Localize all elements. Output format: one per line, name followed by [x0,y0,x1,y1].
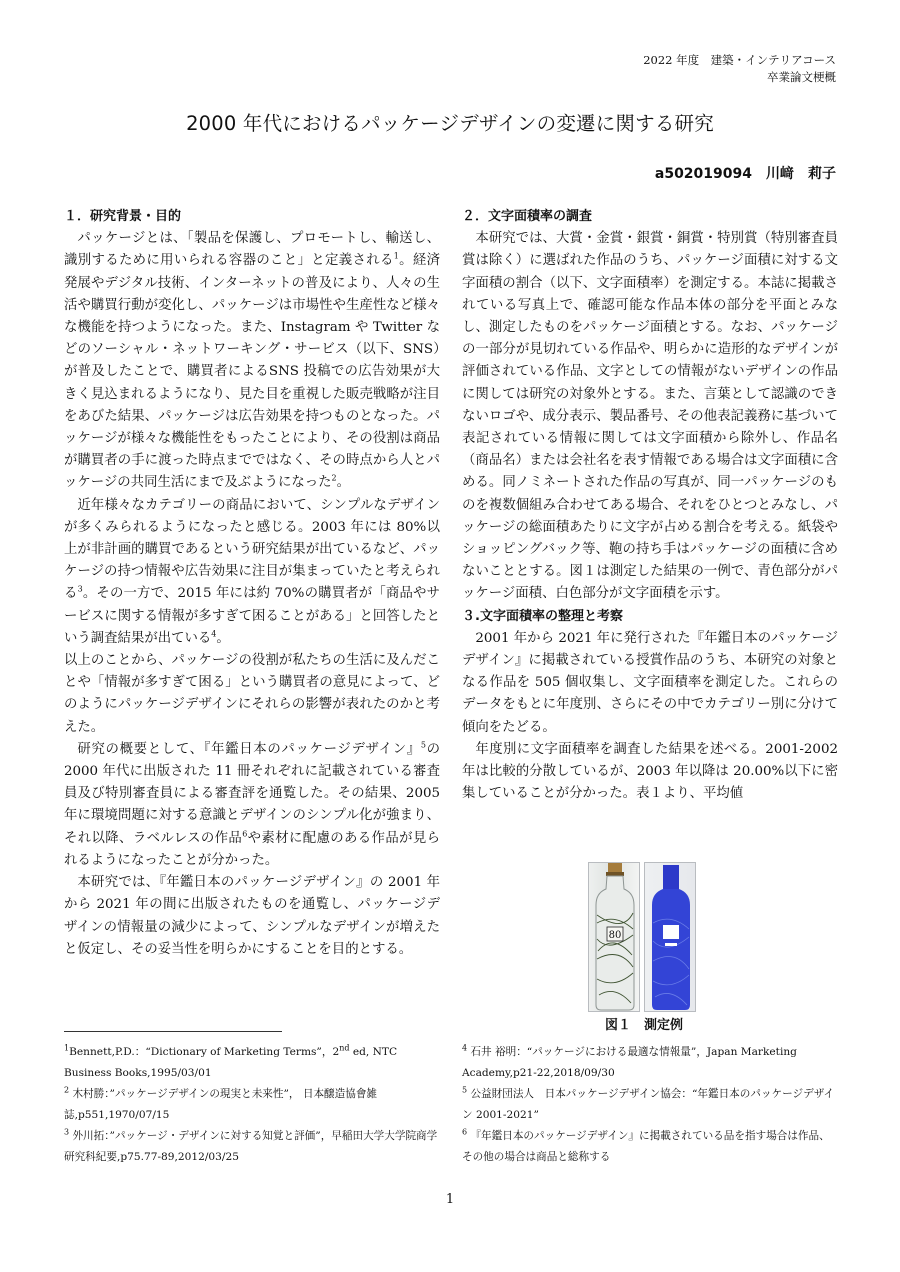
footnotes-left [64,1042,440,1168]
footnote-2: $^2$ 木村勝：”パッケージデザインの現実と未来性”， 日本醸造協會雑誌,p551,1970/07/15 [64,1085,378,1121]
section1-paragraph-1: パッケージとは、「製品を保護し、プロモートし、輸送し、識別するために用いられる容器のこと」と定義される$^1$。経済発展やデジタル技術、インターネットの普及により、人々の生活や購買行動が変化し、パッケージは市場性や生産性など様々な機能を持つようになった。また、Instagram や Twitter などのソーシャル・ネットワーキング・サービス（以下、SNS）が普及したことで、購買者によるSNS 投稿での広告効果が大きく見込まれるようになり、見た目を重視した販売戦略が注目をあびた結果、パッケージは広告効果を持つものとなった。パッケージが様々な機能性をもったことにより、その役割は商品が購買者の手に渡った時点までではなく、その時点から人とパッケージの共同生活にまで及ぶようになった$^2$。 [64,231,441,491]
bottle-original-illustration [589,863,640,1012]
footnote-1: $^1$Bennett,P.D.：“Dictionary of Marketing Terms”，2nd ed, NTC Business Books,1995/03/01 [64,1043,398,1079]
left-column [64,206,440,961]
section1-paragraph-2: 近年様々なカテゴリーの商品において、シンプルなデザインが多くみられるようになったと感じる。2003 年には 80%以上が非計画的購買であるという研究結果が出ているなど、パッケージの持つ情報や広告効果に注目が集まっていたと考えられる$^3$。その一方で、2015 年には約 70%の購買者が「商品やサービスに関する情報が多すぎて困ることがある」と回答したという調査結果が出ている$^4$。 [64,497,440,646]
footnote-5: $^5$ 公益財団法人 日本パッケージデザイン協会：“年鑑日本のパッケージデザイン 2001-2021” [462,1085,835,1121]
figure-caption: 図１ 測定例 [604,1018,683,1033]
footnote-4: $^4$ 石井 裕明：“パッケージにおける最適な情報量”，Japan Marketing Academy,p21-22,2018/09/30 [462,1043,797,1079]
section1-paragraph-4: 研究の概要として、『年鑑日本のパッケージデザイン』$^5$の 2000 年代に出版された 11 冊それぞれに記載されている審査員及び特別審査員による審査評を通覧した。その結果、2005 年に環境問題に対する意識とデザインのシンプル化が強まり、それ以降、ラベルレスの作品$^6$や素材に配慮のある作品が見られるようになったことが分かった。 [64,740,441,868]
right-column [462,206,838,805]
footnotes-right [462,1042,838,1168]
section2-paragraph-1: 本研究では、大賞・金賞・銀賞・銅賞・特別賞（特別審査員賞は除く）に選ばれた作品のうち、パッケージ面積に対する文字面積の割合（以下、文字面積率）を測定する。本誌に掲載されている写真上で、確認可能な作品本体の部分を平面とみなし、測定したものをパッケージ面積とする。なお、パッケージの一部分が見切れている作品や、明らかに造形的なデザインが評価されている作品、文字としての情報がないデザインの作品に関しては研究の対象外とする。また、言葉として認識のできないロゴや、成分表示、製品番号、その他表記義務に基づいて表記されている情報に関しては文字面積から除外し、作品名（商品名）または会社名を表す情報である場合は文字面積に含める。同ノミネートされた作品の写真が、同一パッケージのものを複数個組み合わせてある場合、それをひとつとみなし、パッケージの総面積あたりに文字が占める割合を考える。紙袋やショッピングバック等、鞄の持ち手はパッケージの面積に含めないこととする。図１は測定した結果の一例で、青色部分がパッケージ面積、白色部分が文字面積を示す。 [462,231,838,602]
bottle-photo-measured [644,862,696,1012]
author-line: a502019094 川﨑 莉子 [654,166,836,182]
paper-title: 2000 年代におけるパッケージデザインの変遷に関する研究 [186,112,714,135]
header-meta [436,52,836,86]
figure-1-measurement-example [588,862,696,1012]
section1-paragraph-5: 本研究では、『年鑑日本のパッケージデザイン』の 2001 年から 2021 年の間に出版されたものを通覧し、パッケージデザインの情報量の減少によって、シンプルなデザインが増えたと仮定し、その妥当性を明らかにすることを目的とする。 [64,875,440,957]
section2-heading: ２．文字面積率の調査 [462,209,593,224]
bottle-label-number: 80 [608,930,622,941]
footnote-divider [64,1031,282,1032]
document-type: 卒業論文梗概 [767,70,836,84]
section3-heading: ３.文字面積率の整理と考察 [462,608,623,624]
section1-paragraph-3: 以上のことから、パッケージの役割が私たちの生活に及んだことや「情報が多すぎて困る」という購買者の意見によって、どのようにパッケージデザインにそれらの影響が表れたのかと考えた。 [64,653,440,735]
section1-heading: １．研究背景・目的 [64,209,182,224]
section3-paragraph-1: 2001 年から 2021 年に発行された『年鑑日本のパッケージデザイン』に掲載されている授賞作品のうち、本研究の対象となる作品を 505 個収集し、文字面積率を測定した。これらのデータをもとに年度別、さらにその中でカテゴリー別に分けて傾向をたどる。 [462,630,838,735]
footnote-6: $^6$ 『年鑑日本のパッケージデザイン』に掲載されている品を指す場合は作品、その他の場合は商品と総称する [462,1127,830,1163]
bottle-measured-illustration [645,863,696,1012]
section3-paragraph-2: 年度別に文字面積率を調査した結果を述べる。2001-2002 年は比較的分散しているが、2003 年以降は 20.00%以下に密集していることが分かった。表１より、平均値 [462,741,838,802]
page-number: 1 [445,1192,455,1207]
course-label: 2022 年度 建築・インテリアコース [643,53,836,67]
bottle-photo-original [588,862,640,1012]
footnote-3: $^3$ 外川拓：”パッケージ・デザインに対する知覚と評価”，早稲田大学大学院商学研究科紀要,p75.77-89,2012/03/25 [64,1127,438,1163]
